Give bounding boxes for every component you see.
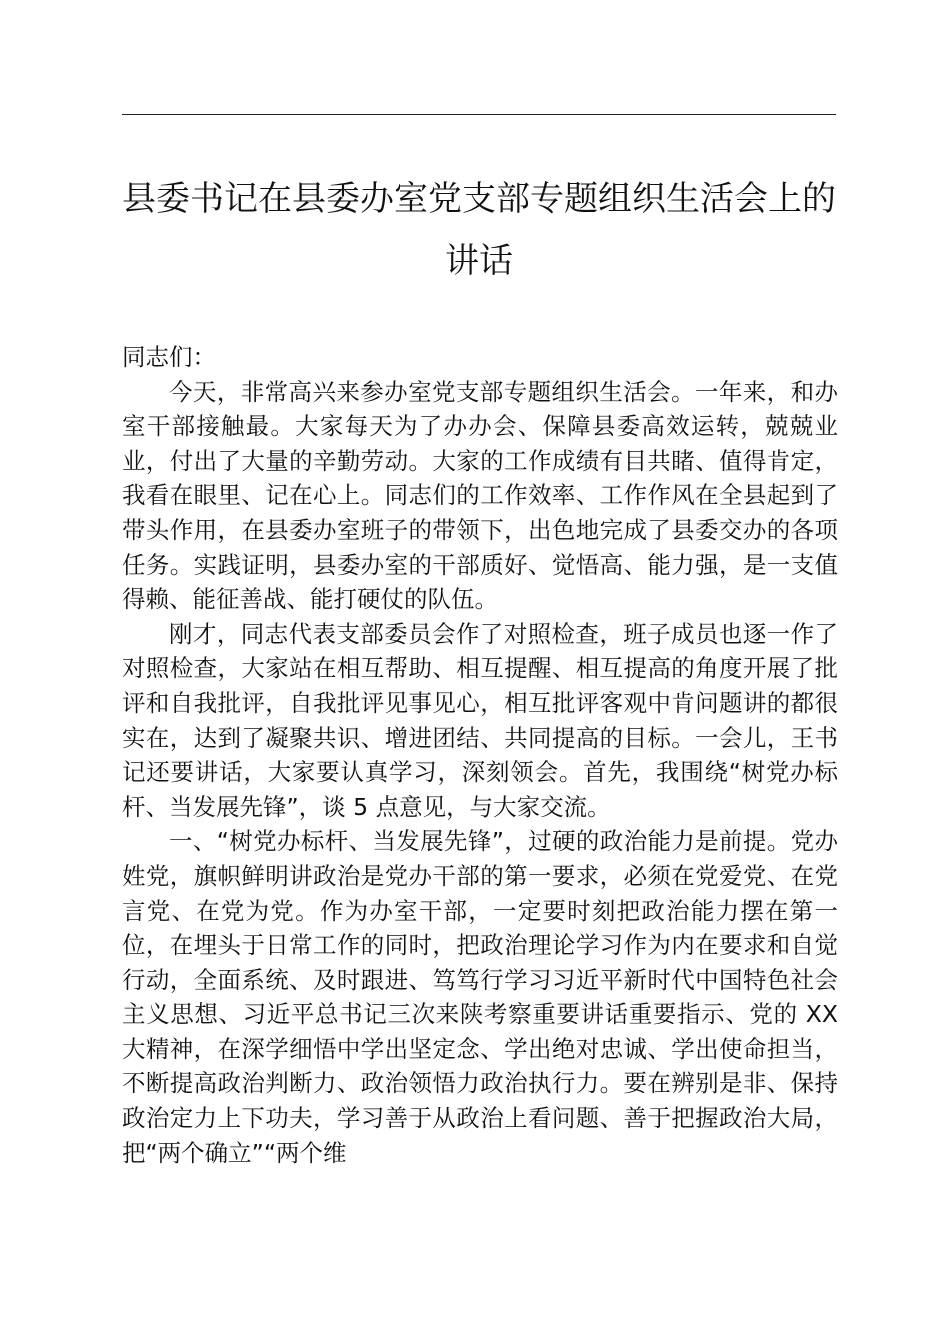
paragraph: 今天，非常高兴来参办室党支部专题组织生活会。一年来，和办室干部接触最。大家每天为了办办会、保障县委高效运转，兢兢业业，付出了大量的辛勤劳动。大家的工作成绩有目共睹、值得肯定，我看在眼里、记在心上。同志们的工作效率、工作作风在全县起到了带头作用，在县委办室班子的带领下，出色地完成了县委交办的各项任务。实践证明，县委办室的干部质好、觉悟高、能力强，是一支值得赖、能征善战、能打硬仗的队伍。 — [122, 377, 838, 614]
document-title: 县委书记在县委办室党支部专题组织生活会上的讲话 — [122, 179, 836, 281]
paragraph: 刚才，同志代表支部委员会作了对照检查，班子成员也逐一作了对照检查，大家站在相互帮助、相互提醒、相互提高的角度开展了批评和自我批评，自我批评见事见心，相互批评客观中肯问题讲的都很实在，达到了凝聚共识、增进团结、共同提高的目标。一会儿，王书记还要讲话，大家要认真学习，深刻领会。首先，我围绕“树党办标杆、当发展先锋”，谈 5 点意见，与大家交流。 — [122, 619, 838, 821]
salutation: 同志们： — [122, 343, 216, 371]
document-body — [122, 340, 838, 1170]
header-rule — [122, 114, 836, 115]
paragraph: 一、“树党办标杆、当发展先锋”，过硬的政治能力是前提。党办姓党，旗帜鲜明讲政治是党办干部的第一要求，必须在党爱党、在党言党、在党为党。作为办室干部，一定要时刻把政治能力摆在第一位，在埋头于日常工作的同时，把政治理论学习作为内在要求和自觉行动，全面系统、及时跟进、笃笃行学习习近平新时代中国特色社会主义思想、习近平总书记三次来陕考察重要讲话重要指示、党的 XX 大精神，在深学细悟中学出坚定念、学出绝对忠诚、学出使命担当，不断提高政治判断力、政治领悟力政治执行力。要在辨别是非、保持政治定力上下功夫，学习善于从政治上看问题、善于把握政治大局，把“两个确立”“两个维 — [122, 827, 838, 1167]
